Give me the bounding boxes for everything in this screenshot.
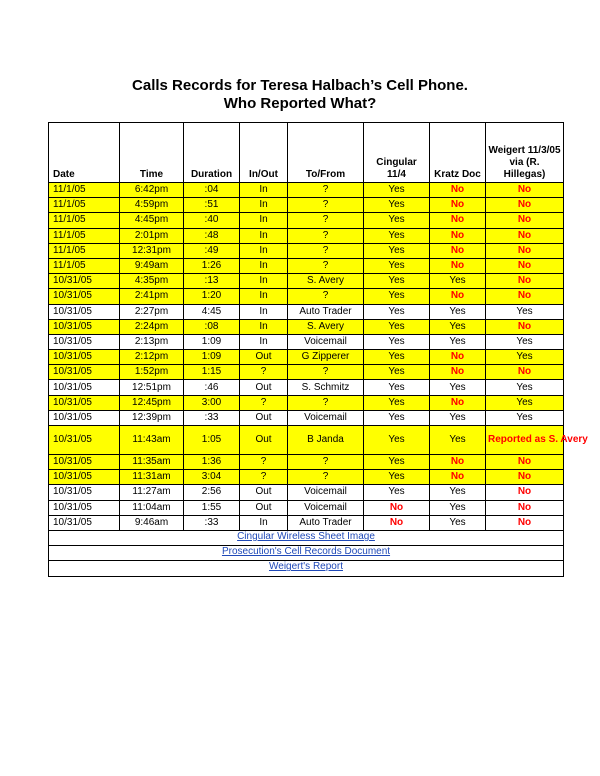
cell-cingular: Yes bbox=[364, 228, 430, 243]
cell-inout: In bbox=[240, 289, 288, 304]
cell-tofrom: Auto Trader bbox=[288, 304, 364, 319]
table-row bbox=[49, 455, 564, 470]
cell-kratz: Yes bbox=[430, 410, 486, 425]
cell-duration: 2:56 bbox=[184, 485, 240, 500]
table-row bbox=[49, 365, 564, 380]
cell-cingular: Yes bbox=[364, 334, 430, 349]
cell-tofrom: ? bbox=[288, 198, 364, 213]
cell-cingular: Yes bbox=[364, 289, 430, 304]
cell-cingular: No bbox=[364, 500, 430, 515]
cell-cingular: Yes bbox=[364, 274, 430, 289]
cell-kratz: No bbox=[430, 243, 486, 258]
cell-tofrom: ? bbox=[288, 365, 364, 380]
cell-time: 11:31am bbox=[120, 470, 184, 485]
cell-tofrom: G Zipperer bbox=[288, 350, 364, 365]
link-row bbox=[49, 530, 564, 545]
table-row bbox=[49, 500, 564, 515]
cell-duration: 3:00 bbox=[184, 395, 240, 410]
cell-tofrom: Voicemail bbox=[288, 410, 364, 425]
cell-duration: 1:05 bbox=[184, 426, 240, 455]
cell-duration: 1:15 bbox=[184, 365, 240, 380]
cell-kratz: No bbox=[430, 395, 486, 410]
cell-date: 10/31/05 bbox=[49, 319, 120, 334]
cell-kratz: No bbox=[430, 258, 486, 273]
links-section bbox=[49, 530, 564, 576]
table-row bbox=[49, 515, 564, 530]
cell-cingular: Yes bbox=[364, 183, 430, 198]
cell-duration: :49 bbox=[184, 243, 240, 258]
cell-kratz: No bbox=[430, 365, 486, 380]
cell-kratz: Yes bbox=[430, 515, 486, 530]
cell-date: 10/31/05 bbox=[49, 350, 120, 365]
cell-date: 10/31/05 bbox=[49, 515, 120, 530]
cell-date: 11/1/05 bbox=[49, 258, 120, 273]
cell-cingular: Yes bbox=[364, 470, 430, 485]
cell-weigert: Yes bbox=[486, 380, 564, 395]
cell-duration: 1:36 bbox=[184, 455, 240, 470]
cell-date: 10/31/05 bbox=[49, 365, 120, 380]
cell-tofrom: B Janda bbox=[288, 426, 364, 455]
cell-weigert: Yes bbox=[486, 334, 564, 349]
cell-weigert: No bbox=[486, 258, 564, 273]
cell-kratz: Yes bbox=[430, 334, 486, 349]
cell-time: 2:27pm bbox=[120, 304, 184, 319]
header-tofrom: To/From bbox=[288, 123, 364, 183]
cell-tofrom: ? bbox=[288, 470, 364, 485]
page-title bbox=[0, 77, 600, 113]
table-row bbox=[49, 274, 564, 289]
cell-tofrom: Voicemail bbox=[288, 334, 364, 349]
weigert-report-link[interactable]: Weigert's Report bbox=[269, 561, 343, 573]
cell-weigert: Yes bbox=[486, 410, 564, 425]
cell-time: 6:42pm bbox=[120, 183, 184, 198]
table-row bbox=[49, 350, 564, 365]
cell-time: 12:31pm bbox=[120, 243, 184, 258]
cell-date: 10/31/05 bbox=[49, 380, 120, 395]
cell-tofrom: Voicemail bbox=[288, 500, 364, 515]
cell-inout: In bbox=[240, 183, 288, 198]
cell-duration: :08 bbox=[184, 319, 240, 334]
cell-kratz: No bbox=[430, 289, 486, 304]
cell-kratz: Yes bbox=[430, 485, 486, 500]
cell-duration: :46 bbox=[184, 380, 240, 395]
cell-tofrom: ? bbox=[288, 289, 364, 304]
cell-inout: Out bbox=[240, 410, 288, 425]
cell-date: 10/31/05 bbox=[49, 289, 120, 304]
cell-tofrom: Voicemail bbox=[288, 485, 364, 500]
cell-date: 10/31/05 bbox=[49, 426, 120, 455]
cell-date: 11/1/05 bbox=[49, 183, 120, 198]
cell-duration: 4:45 bbox=[184, 304, 240, 319]
cell-date: 10/31/05 bbox=[49, 274, 120, 289]
cell-weigert: No bbox=[486, 198, 564, 213]
cell-time: 4:45pm bbox=[120, 213, 184, 228]
cell-kratz: Yes bbox=[430, 274, 486, 289]
cell-cingular: Yes bbox=[364, 365, 430, 380]
cell-cingular: Yes bbox=[364, 304, 430, 319]
cell-date: 11/1/05 bbox=[49, 228, 120, 243]
cell-inout: In bbox=[240, 515, 288, 530]
table-row bbox=[49, 334, 564, 349]
cell-time: 2:13pm bbox=[120, 334, 184, 349]
table-body bbox=[49, 183, 588, 531]
cell-date: 10/31/05 bbox=[49, 334, 120, 349]
cell-weigert: No bbox=[486, 515, 564, 530]
table-row bbox=[49, 198, 564, 213]
cell-tofrom: ? bbox=[288, 395, 364, 410]
cell-duration: :13 bbox=[184, 274, 240, 289]
cell-kratz: No bbox=[430, 198, 486, 213]
cell-cingular: Yes bbox=[364, 319, 430, 334]
cell-cingular: Yes bbox=[364, 198, 430, 213]
cell-time: 9:46am bbox=[120, 515, 184, 530]
cell-inout: In bbox=[240, 198, 288, 213]
table-row bbox=[49, 258, 564, 273]
cell-date: 10/31/05 bbox=[49, 395, 120, 410]
cell-weigert: No bbox=[486, 183, 564, 198]
cell-inout: ? bbox=[240, 395, 288, 410]
cell-inout: Out bbox=[240, 426, 288, 455]
cell-weigert: No bbox=[486, 243, 564, 258]
cell-duration: 1:09 bbox=[184, 350, 240, 365]
cell-duration: 1:20 bbox=[184, 289, 240, 304]
cell-date: 10/31/05 bbox=[49, 455, 120, 470]
cell-inout: Out bbox=[240, 350, 288, 365]
cell-cingular: Yes bbox=[364, 213, 430, 228]
cell-tofrom: ? bbox=[288, 258, 364, 273]
cell-time: 12:39pm bbox=[120, 410, 184, 425]
header-kratz: Kratz Doc bbox=[430, 123, 486, 183]
header-duration: Duration bbox=[184, 123, 240, 183]
cell-cingular: Yes bbox=[364, 395, 430, 410]
cell-weigert: No bbox=[486, 500, 564, 515]
cell-cingular: Yes bbox=[364, 350, 430, 365]
cell-duration: 3:04 bbox=[184, 470, 240, 485]
cell-duration: :51 bbox=[184, 198, 240, 213]
table-row bbox=[49, 319, 564, 334]
title-line-2: Who Reported What? bbox=[223, 95, 377, 112]
cell-weigert: No bbox=[486, 289, 564, 304]
cell-inout: ? bbox=[240, 365, 288, 380]
cell-cingular: Yes bbox=[364, 243, 430, 258]
cell-time: 11:27am bbox=[120, 485, 184, 500]
cell-inout: Out bbox=[240, 500, 288, 515]
cell-weigert: No bbox=[486, 470, 564, 485]
cell-tofrom: S. Avery bbox=[288, 319, 364, 334]
cell-tofrom: S. Schmitz bbox=[288, 380, 364, 395]
cell-weigert: Yes bbox=[486, 350, 564, 365]
cell-inout: In bbox=[240, 243, 288, 258]
cell-weigert: Yes bbox=[486, 395, 564, 410]
cell-kratz: No bbox=[430, 350, 486, 365]
cell-duration: 1:55 bbox=[184, 500, 240, 515]
cell-kratz: Yes bbox=[430, 319, 486, 334]
cell-inout: In bbox=[240, 334, 288, 349]
cell-kratz: No bbox=[430, 455, 486, 470]
cell-cingular: Yes bbox=[364, 455, 430, 470]
cingular-sheet-link[interactable]: Cingular Wireless Sheet Image bbox=[237, 530, 375, 542]
header-inout: In/Out bbox=[240, 123, 288, 183]
cell-weigert: No bbox=[486, 365, 564, 380]
cell-inout: In bbox=[240, 304, 288, 319]
cell-inout: In bbox=[240, 258, 288, 273]
cell-duration: :33 bbox=[184, 410, 240, 425]
cell-weigert: No bbox=[486, 213, 564, 228]
cell-date: 11/1/05 bbox=[49, 198, 120, 213]
table-row bbox=[49, 213, 564, 228]
cell-time: 4:35pm bbox=[120, 274, 184, 289]
header-row bbox=[49, 123, 564, 183]
table-row bbox=[49, 304, 564, 319]
cell-weigert: No bbox=[486, 319, 564, 334]
cell-time: 2:12pm bbox=[120, 350, 184, 365]
cell-date: 10/31/05 bbox=[49, 304, 120, 319]
cell-cingular: Yes bbox=[364, 258, 430, 273]
cell-cingular: Yes bbox=[364, 380, 430, 395]
cell-tofrom: ? bbox=[288, 213, 364, 228]
cell-inout: In bbox=[240, 274, 288, 289]
cell-time: 11:35am bbox=[120, 455, 184, 470]
cell-time: 4:59pm bbox=[120, 198, 184, 213]
cell-time: 12:51pm bbox=[120, 380, 184, 395]
cell-cingular: Yes bbox=[364, 426, 430, 455]
cell-date: 11/1/05 bbox=[49, 213, 120, 228]
cell-tofrom: ? bbox=[288, 183, 364, 198]
cell-cingular: No bbox=[364, 515, 430, 530]
cell-time: 2:24pm bbox=[120, 319, 184, 334]
cell-kratz: No bbox=[430, 213, 486, 228]
cell-tofrom: Auto Trader bbox=[288, 515, 364, 530]
cell-tofrom: ? bbox=[288, 243, 364, 258]
cell-inout: Out bbox=[240, 485, 288, 500]
cell-kratz: Yes bbox=[430, 304, 486, 319]
cell-date: 10/31/05 bbox=[49, 500, 120, 515]
cell-inout: Out bbox=[240, 380, 288, 395]
cell-kratz: Yes bbox=[430, 426, 486, 455]
link-row bbox=[49, 546, 564, 561]
cell-weigert: No bbox=[486, 274, 564, 289]
cell-date: 10/31/05 bbox=[49, 485, 120, 500]
cell-tofrom: ? bbox=[288, 228, 364, 243]
cell-time: 9:49am bbox=[120, 258, 184, 273]
cell-weigert: No bbox=[486, 228, 564, 243]
table-row bbox=[49, 426, 564, 455]
cell-duration: :04 bbox=[184, 183, 240, 198]
table-row bbox=[49, 410, 564, 425]
table-row bbox=[49, 470, 564, 485]
cell-tofrom: ? bbox=[288, 455, 364, 470]
cell-date: 11/1/05 bbox=[49, 243, 120, 258]
cell-kratz: Yes bbox=[430, 380, 486, 395]
cell-cingular: Yes bbox=[364, 410, 430, 425]
header-cingular: Cingular 11/4 bbox=[364, 123, 430, 183]
cell-tofrom: S. Avery bbox=[288, 274, 364, 289]
header-time: Time bbox=[120, 123, 184, 183]
cell-kratz: No bbox=[430, 183, 486, 198]
cell-inout: ? bbox=[240, 455, 288, 470]
cell-time: 2:01pm bbox=[120, 228, 184, 243]
cell-duration: :48 bbox=[184, 228, 240, 243]
cell-inout: In bbox=[240, 228, 288, 243]
cell-inout: In bbox=[240, 319, 288, 334]
cell-time: 11:43am bbox=[120, 426, 184, 455]
table-row bbox=[49, 395, 564, 410]
table-row bbox=[49, 289, 564, 304]
header-date: Date bbox=[49, 123, 120, 183]
cell-cingular: Yes bbox=[364, 485, 430, 500]
table-row bbox=[49, 380, 564, 395]
table-row bbox=[49, 485, 564, 500]
title-line-1: Calls Records for Teresa Halbach’s Cell Phone. bbox=[132, 77, 468, 94]
table-row bbox=[49, 183, 564, 198]
cell-time: 12:45pm bbox=[120, 395, 184, 410]
link-row bbox=[49, 561, 564, 576]
cell-inout: ? bbox=[240, 470, 288, 485]
cell-weigert: Reported as S. Avery bbox=[486, 426, 564, 455]
header-weigert: Weigert 11/3/05 via (R. Hillegas) bbox=[486, 123, 564, 183]
cell-duration: 1:09 bbox=[184, 334, 240, 349]
cell-duration: 1:26 bbox=[184, 258, 240, 273]
cell-weigert: Yes bbox=[486, 304, 564, 319]
cell-kratz: Yes bbox=[430, 500, 486, 515]
cell-kratz: No bbox=[430, 470, 486, 485]
cell-weigert: No bbox=[486, 455, 564, 470]
cell-weigert: No bbox=[486, 485, 564, 500]
cell-date: 10/31/05 bbox=[49, 470, 120, 485]
cell-duration: :33 bbox=[184, 515, 240, 530]
cell-time: 11:04am bbox=[120, 500, 184, 515]
cell-time: 1:52pm bbox=[120, 365, 184, 380]
cell-time: 2:41pm bbox=[120, 289, 184, 304]
cell-duration: :40 bbox=[184, 213, 240, 228]
cell-inout: In bbox=[240, 213, 288, 228]
cell-kratz: No bbox=[430, 228, 486, 243]
table-row bbox=[49, 228, 564, 243]
table-row bbox=[49, 243, 564, 258]
prosecution-records-link[interactable]: Prosecution's Cell Records Document bbox=[221, 546, 391, 558]
call-records-table bbox=[48, 122, 588, 577]
cell-date: 10/31/05 bbox=[49, 410, 120, 425]
